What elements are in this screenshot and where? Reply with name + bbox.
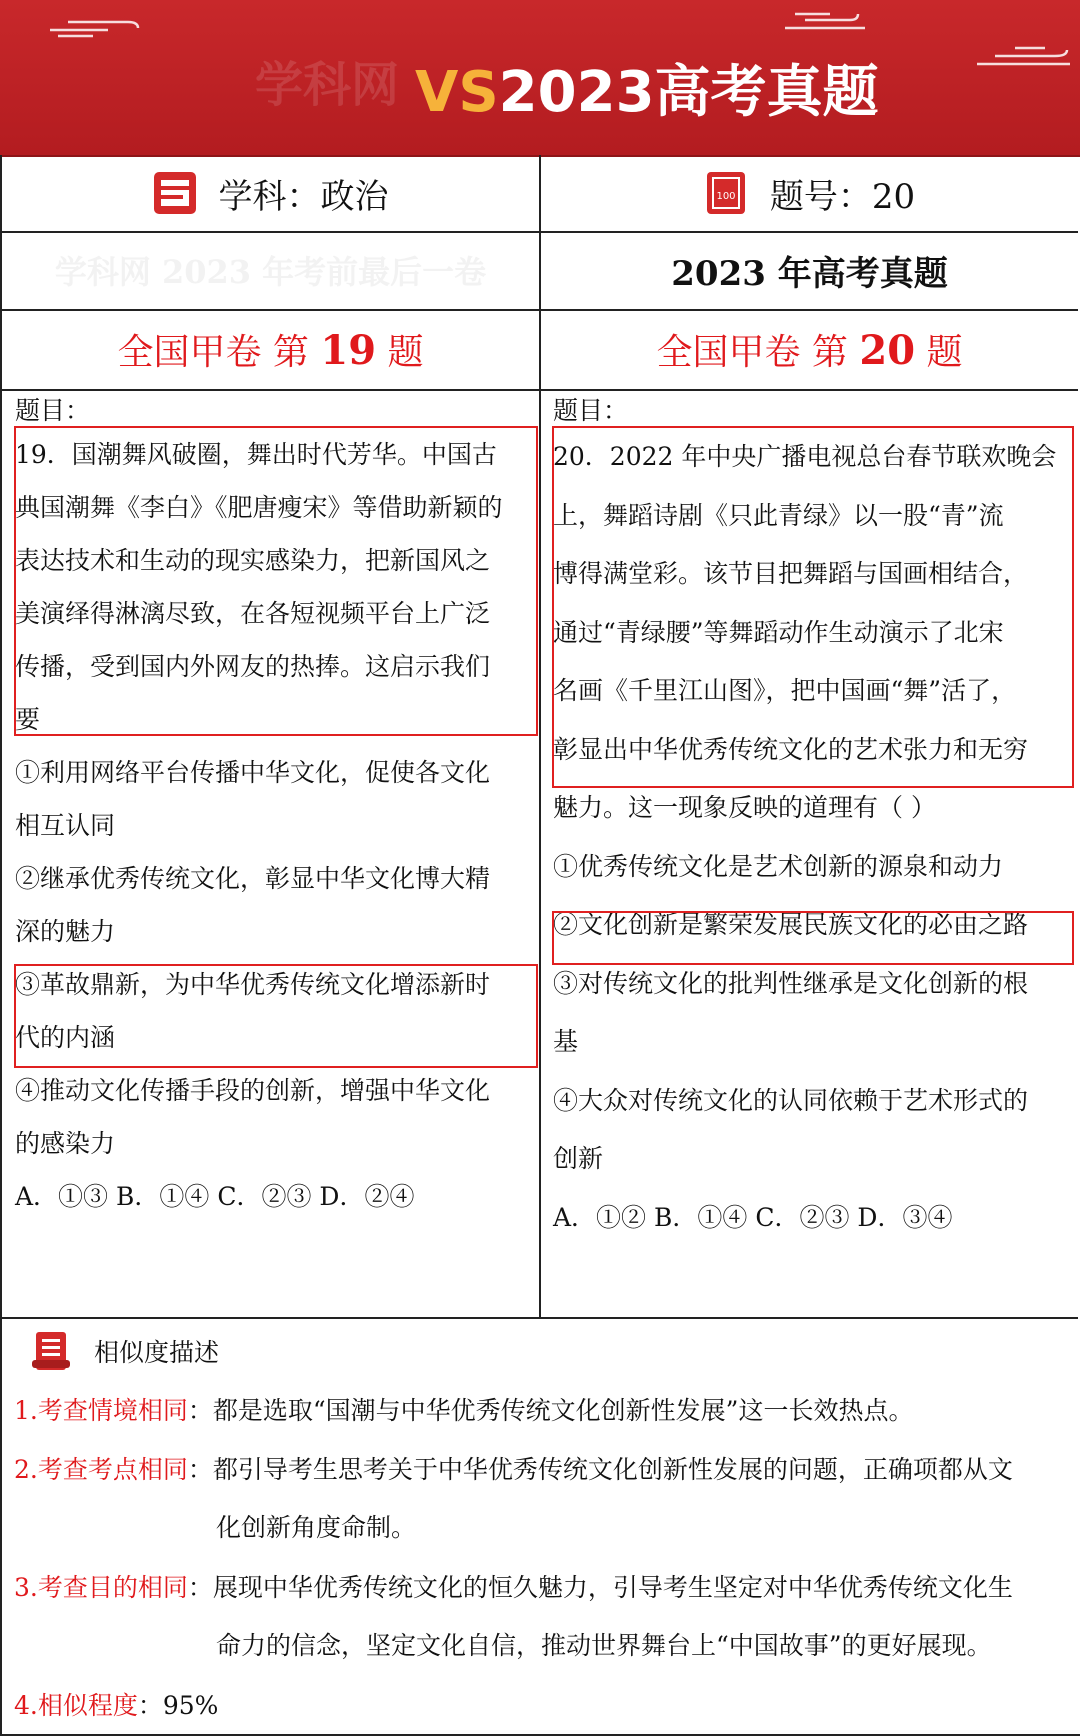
left-paper-number: 19 bbox=[320, 326, 377, 374]
left-paper-prefix: 全国甲卷 第 bbox=[117, 331, 321, 373]
question-number-label: 题号：20 bbox=[769, 176, 916, 217]
scroll-document-icon bbox=[30, 1330, 72, 1372]
watermark-text: 学科网 bbox=[255, 57, 400, 113]
svg-text:100: 100 bbox=[716, 191, 736, 202]
left-question-line: A．①③ B．①④ C．②③ D．②④ bbox=[15, 1182, 415, 1211]
right-question-line: 魅力。这一现象反映的道理有（ ） bbox=[553, 793, 936, 822]
left-question-line: 传播，受到国内外网友的热捧。这启示我们 bbox=[15, 652, 491, 681]
vs-text: VS bbox=[415, 60, 499, 125]
right-question-line: 创新 bbox=[553, 1144, 604, 1173]
question-number-icon bbox=[704, 171, 748, 215]
similarity-item-text: 都是选取“国潮与中华优秀传统文化创新性发展”这一长效热点。 bbox=[212, 1396, 914, 1425]
similarity-item bbox=[14, 1559, 1013, 1617]
similarity-item bbox=[14, 1441, 1013, 1499]
similarity-item-colon: ： bbox=[137, 1691, 163, 1720]
subject-book-icon bbox=[153, 171, 197, 215]
left-question-line: ④推动文化传播手段的创新，增强中华文化 bbox=[15, 1076, 491, 1105]
similarity-item-label: 2.考查考点相同 bbox=[14, 1455, 188, 1484]
left-question-line: 要 bbox=[15, 705, 41, 734]
similarity-item-label: 1.考查情境相同 bbox=[14, 1396, 188, 1425]
right-highlight-stem bbox=[552, 426, 1074, 788]
similarity-heading bbox=[30, 1330, 219, 1372]
right-question-line: A．①② B．①④ C．②③ D．③④ bbox=[553, 1202, 953, 1232]
right-question-line: 彰显出中华优秀传统文化的艺术张力和无穷 bbox=[553, 734, 1029, 764]
similarity-item-colon: ： bbox=[187, 1573, 213, 1602]
left-question-line: 表达技术和生动的现实感染力，把新国风之 bbox=[15, 546, 491, 575]
paper-row bbox=[2, 309, 1078, 391]
right-paper-title bbox=[656, 324, 962, 375]
similarity-item bbox=[14, 1382, 913, 1440]
cloud-decoration-icon bbox=[48, 12, 143, 38]
right-question-line: 基 bbox=[553, 1027, 579, 1056]
real-exam-label: 2023 年高考真题 bbox=[671, 253, 948, 294]
left-question-line: 深的魅力 bbox=[15, 917, 116, 946]
right-question-line: 通过“青绿腰”等舞蹈动作生动演示了北宋 bbox=[553, 617, 1004, 647]
right-question-line: ①优秀传统文化是艺术创新的源泉和动力 bbox=[553, 851, 1004, 881]
right-paper-number: 20 bbox=[859, 326, 916, 374]
left-paper-suffix: 题 bbox=[376, 331, 424, 373]
right-paper-prefix: 全国甲卷 第 bbox=[656, 331, 860, 373]
mock-exam-label: 学科网 2023 年考前最后一卷 bbox=[54, 253, 487, 291]
left-question-line: 相互认同 bbox=[15, 811, 116, 840]
left-question-line: 19．国潮舞风破圈，舞出时代芳华。中国古 bbox=[15, 440, 497, 469]
left-question-line: 代的内涵 bbox=[15, 1023, 116, 1052]
right-question-line: ③对传统文化的批判性继承是文化创新的根 bbox=[553, 968, 1029, 998]
subject-row bbox=[2, 155, 1078, 233]
subject-label: 学科：政治 bbox=[218, 176, 389, 217]
similarity-item-colon: ： bbox=[187, 1455, 213, 1484]
cloud-decoration-icon bbox=[975, 42, 1075, 72]
right-question-line: 20．2022 年中央广播电视总台春节联欢晚会 bbox=[553, 442, 1057, 471]
similarity-item-continuation: 命力的信念，坚定文化自信，推动世界舞台上“中国故事”的更好展现。 bbox=[216, 1631, 992, 1660]
left-question-line: ②继承优秀传统文化，彰显中华文化博大精 bbox=[15, 864, 491, 893]
left-question-line: 典国潮舞《李白》《肥唐瘦宋》等借助新颖的 bbox=[15, 493, 503, 522]
right-question-heading: 题目： bbox=[553, 396, 629, 425]
similarity-item-label: 3.考查目的相同 bbox=[14, 1573, 188, 1602]
similarity-item-text: 展现中华优秀传统文化的恒久魅力，引导考生坚定对中华优秀传统文化生 bbox=[212, 1573, 1013, 1602]
right-paper-suffix: 题 bbox=[915, 331, 963, 373]
title-text: 2023高考真题 bbox=[498, 60, 879, 125]
similarity-item-continuation: 化创新角度命制。 bbox=[216, 1513, 417, 1542]
right-highlight-option2 bbox=[552, 911, 1074, 965]
page-title bbox=[415, 48, 879, 128]
cloud-decoration-icon bbox=[780, 8, 875, 34]
left-paper-title bbox=[117, 324, 423, 375]
right-question-line: 上，舞蹈诗剧《只此青绿》以一股“青”流 bbox=[553, 500, 1004, 530]
similarity-item-text: 95% bbox=[162, 1691, 219, 1720]
left-question-line: 的感染力 bbox=[15, 1129, 116, 1158]
source-row bbox=[2, 231, 1078, 311]
right-question-line: 名画《千里江山图》，把中国画“舞”活了， bbox=[553, 676, 1017, 705]
left-highlight-stem bbox=[14, 426, 538, 736]
header-banner bbox=[0, 0, 1080, 157]
left-question-line: ③革故鼎新，为中华优秀传统文化增添新时 bbox=[15, 970, 491, 999]
similarity-item bbox=[14, 1677, 218, 1735]
similarity-item-text: 都引导考生思考关于中华优秀传统文化创新性发展的问题，正确项都从文 bbox=[212, 1455, 1013, 1484]
similarity-heading-text: 相似度描述 bbox=[94, 1338, 220, 1367]
right-question-line: ②文化创新是繁荣发展民族文化的必由之路 bbox=[553, 910, 1029, 939]
left-highlight-option3 bbox=[14, 964, 538, 1068]
left-question-line: 美演绎得淋漓尽致，在各短视频平台上广泛 bbox=[15, 599, 491, 628]
right-question-line: ④大众对传统文化的认同依赖于艺术形式的 bbox=[553, 1085, 1029, 1115]
similarity-item-label: 4.相似程度 bbox=[14, 1691, 138, 1720]
similarity-item-colon: ： bbox=[187, 1396, 213, 1425]
left-question-heading: 题目： bbox=[15, 396, 91, 425]
right-question-line: 博得满堂彩。该节目把舞蹈与国画相结合， bbox=[553, 559, 1029, 588]
left-question-line: ①利用网络平台传播中华文化，促使各文化 bbox=[15, 758, 491, 787]
